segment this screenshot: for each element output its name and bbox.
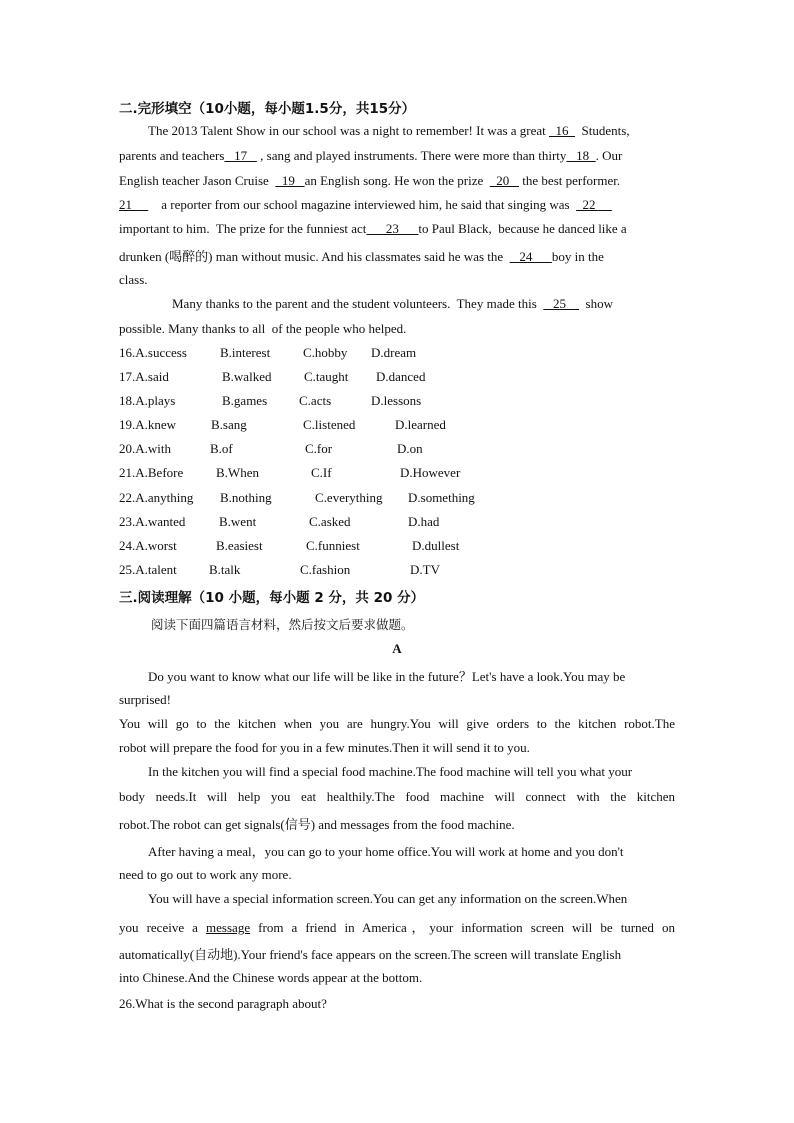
option-a: 16.A.success bbox=[119, 345, 187, 360]
option-c: C.acts bbox=[299, 393, 332, 408]
passage-line: parents and teachers 17 , sang and played instruments. There were more than thirty 18 . Our bbox=[119, 148, 623, 163]
option-a: 17.A.said bbox=[119, 369, 169, 384]
section-2-title: 二.完形填空（10小题，每小题1.5分，共15分） bbox=[119, 101, 416, 117]
option-c: C.hobby bbox=[303, 345, 348, 360]
option-b: B.interest bbox=[220, 345, 271, 360]
option-b: B.games bbox=[222, 393, 268, 408]
reading-line: surprised! bbox=[119, 692, 171, 707]
option-a: 20.A.with bbox=[119, 441, 171, 456]
blank-19: 19 bbox=[275, 173, 305, 188]
option-c: C.asked bbox=[309, 514, 351, 529]
option-d: D.had bbox=[408, 514, 440, 529]
option-d: D.TV bbox=[410, 562, 440, 577]
blank-21: 21 bbox=[119, 197, 149, 212]
blank-25: 25 bbox=[543, 296, 580, 311]
option-c: C.for bbox=[305, 441, 333, 456]
option-d: D.danced bbox=[376, 369, 426, 384]
option-d: D.dullest bbox=[412, 538, 460, 553]
question-26: 26.What is the second paragraph about? bbox=[119, 996, 327, 1011]
option-c: C.funniest bbox=[306, 538, 360, 553]
reading-line: need to go out to work any more. bbox=[119, 867, 292, 882]
blank-16: 16 bbox=[549, 123, 576, 138]
option-b: B.nothing bbox=[220, 490, 272, 505]
option-a: 23.A.wanted bbox=[119, 514, 186, 529]
reading-line: You will go to the kitchen when you are hungry.You will give orders to the kitchen robot.The bbox=[119, 716, 675, 731]
blank-22: 22 bbox=[576, 197, 612, 212]
passage-line: class. bbox=[119, 272, 148, 287]
option-d: D.However bbox=[400, 465, 461, 480]
passage-line: Many thanks to the parent and the student volunteers. They made this 25 show bbox=[172, 296, 613, 311]
reading-line: Do you want to know what our life will be like in the future？Let's have a look.You may be bbox=[148, 669, 626, 684]
reading-line: robot will prepare the food for you in a few minutes.Then it will send it to you. bbox=[119, 740, 530, 755]
blank-18: 18 bbox=[566, 148, 596, 163]
reading-line: body needs.It will help you eat healthily.The food machine will connect with the kitchen bbox=[119, 789, 675, 804]
blank-17: 17 bbox=[224, 148, 257, 163]
option-b: B.sang bbox=[211, 417, 247, 432]
underlined-word: message bbox=[206, 920, 251, 935]
reading-line: into Chinese.And the Chinese words appear at the bottom. bbox=[119, 970, 423, 985]
passage-line: drunken (喝醉的) man without music. And his classmates said he was the 24 boy in the bbox=[119, 249, 604, 264]
option-a: 21.A.Before bbox=[119, 465, 184, 480]
blank-20: 20 bbox=[489, 173, 520, 188]
option-c: C.listened bbox=[303, 417, 356, 432]
option-b: B.walked bbox=[222, 369, 272, 384]
option-d: D.learned bbox=[395, 417, 446, 432]
reading-line: automatically(自动地).Your friend's face appears on the screen.The screen will translate English bbox=[119, 947, 622, 962]
option-d: D.lessons bbox=[371, 393, 422, 408]
option-a: 19.A.knew bbox=[119, 417, 177, 432]
option-a: 18.A.plays bbox=[119, 393, 176, 408]
option-a: 22.A.anything bbox=[119, 490, 194, 505]
passage-label: A bbox=[392, 641, 402, 656]
option-d: D.something bbox=[408, 490, 475, 505]
option-b: B.of bbox=[210, 441, 233, 456]
reading-line: robot.The robot can get signals(信号) and messages from the food machine. bbox=[119, 817, 515, 832]
option-c: C.If bbox=[311, 465, 332, 480]
passage-line: important to him. The prize for the funniest act 23 to Paul Black, because he danced like a bbox=[119, 221, 627, 236]
reading-line: You will have a special information screen.You can get any information on the screen.When bbox=[148, 891, 628, 906]
option-b: B.easiest bbox=[216, 538, 263, 553]
option-a: 25.A.talent bbox=[119, 562, 177, 577]
reading-line: In the kitchen you will find a special food machine.The food machine will tell you what your bbox=[148, 764, 633, 779]
option-b: B.When bbox=[216, 465, 259, 480]
option-c: C.fashion bbox=[300, 562, 351, 577]
section-3-title: 三.阅读理解（10 小题，每小题 2 分，共 20 分） bbox=[119, 590, 425, 606]
option-a: 24.A.worst bbox=[119, 538, 177, 553]
option-c: C.everything bbox=[315, 490, 383, 505]
passage-line: English teacher Jason Cruise 19 an English song. He won the prize 20 the best performer. bbox=[119, 173, 621, 188]
passage-line: possible. Many thanks to all of the people who helped. bbox=[119, 321, 407, 336]
passage-line: The 2013 Talent Show in our school was a night to remember! It was a great 16 Students, bbox=[148, 123, 630, 138]
passage-line: 21 a reporter from our school magazine interviewed him, he said that singing was 22 bbox=[119, 197, 612, 212]
option-c: C.taught bbox=[304, 369, 349, 384]
blank-23: 23 bbox=[366, 221, 419, 236]
option-d: D.on bbox=[397, 441, 423, 456]
reading-instruction: 阅读下面四篇语言材料，然后按文后要求做题。 bbox=[151, 617, 414, 632]
reading-line: you receive a message from a friend in America，your information screen will be turned on bbox=[119, 920, 675, 935]
reading-line: After having a meal，you can go to your home office.You will work at home and you don't bbox=[148, 844, 624, 859]
option-b: B.talk bbox=[209, 562, 241, 577]
option-b: B.went bbox=[219, 514, 257, 529]
option-d: D.dream bbox=[371, 345, 417, 360]
blank-24: 24 bbox=[509, 249, 552, 264]
